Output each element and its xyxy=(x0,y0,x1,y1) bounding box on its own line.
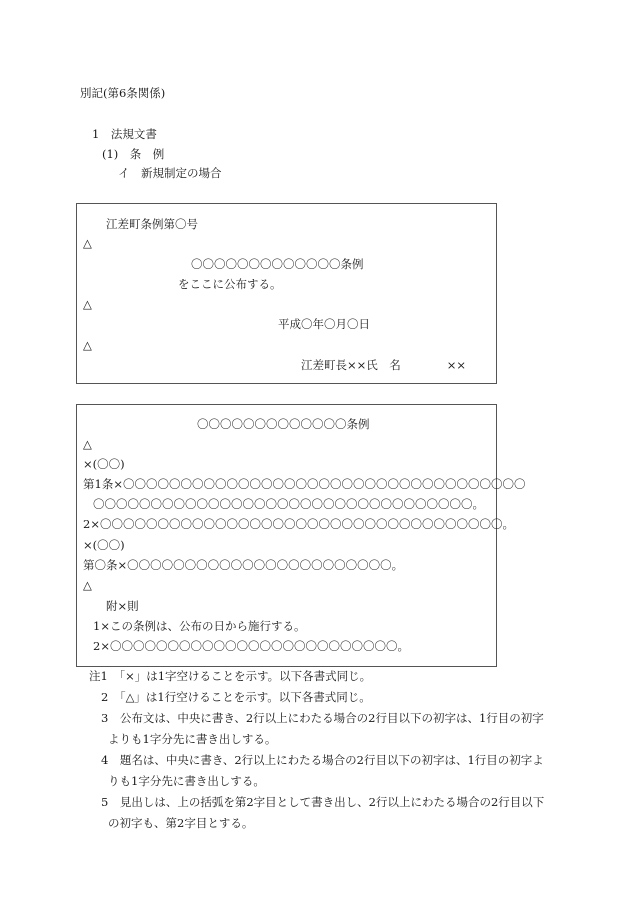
blank-line-marker: △ xyxy=(83,437,92,451)
supplementary-provisions-heading: 附×則 xyxy=(106,599,139,613)
note-5-line-1: 5 見出しは、上の括弧を第2字目として書き出し、2行以上にわたる場合の2行目以下 xyxy=(101,795,545,809)
blank-line-marker: △ xyxy=(83,578,92,592)
blank-line-marker: △ xyxy=(83,338,92,352)
article-caption: ×(〇〇) xyxy=(83,457,125,471)
note-2: 2 「△」は1行空けることを示す。以下各書式同じ。 xyxy=(101,690,371,704)
note-1: 注1 「×」は1字空けることを示す。以下各書式同じ。 xyxy=(89,669,372,683)
article-1-line-1: 第1条×〇〇〇〇〇〇〇〇〇〇〇〇〇〇〇〇〇〇〇〇〇〇〇〇〇〇〇〇〇〇〇〇〇〇〇 xyxy=(83,477,526,491)
blank-line-marker: △ xyxy=(83,297,92,311)
promulgation-text: をここに公布する。 xyxy=(178,277,282,291)
paragraph-2: 2×〇〇〇〇〇〇〇〇〇〇〇〇〇〇〇〇〇〇〇〇〇〇〇〇〇〇〇〇〇〇〇〇〇〇〇。 xyxy=(83,517,514,531)
mayor-signature-line: 江差町長××氏 名 ×× xyxy=(301,358,467,372)
document-title: 別記(第6条関係) xyxy=(80,86,166,100)
note-4-line-2: りも1字分先に書き出しする。 xyxy=(108,774,265,788)
item-heading: イ 新規制定の場合 xyxy=(118,166,222,180)
subsection-heading: (1) 条 例 xyxy=(102,147,165,161)
note-5-line-2: の初字も、第2字目とする。 xyxy=(108,816,254,830)
supplementary-item-2: 2×〇〇〇〇〇〇〇〇〇〇〇〇〇〇〇〇〇〇〇〇〇〇〇〇〇。 xyxy=(93,639,409,653)
article-caption: ×(〇〇) xyxy=(83,538,125,552)
note-3-line-1: 3 公布文は、中央に書き、2行以上にわたる場合の2行目以下の初字は、1行目の初字 xyxy=(101,711,544,725)
ordinance-name: 〇〇〇〇〇〇〇〇〇〇〇〇〇条例 xyxy=(197,417,370,431)
ordinance-name: 〇〇〇〇〇〇〇〇〇〇〇〇〇条例 xyxy=(191,257,364,271)
article-1-line-2: 〇〇〇〇〇〇〇〇〇〇〇〇〇〇〇〇〇〇〇〇〇〇〇〇〇〇〇〇〇〇〇〇〇。 xyxy=(93,497,484,511)
note-4-line-1: 4 題名は、中央に書き、2行以上にわたる場合の2行目以下の初字は、1行目の初字よ xyxy=(101,753,544,767)
ordinance-number: 江差町条例第〇号 xyxy=(106,217,198,231)
supplementary-item-1: 1×この条例は、公布の日から施行する。 xyxy=(93,619,306,633)
article-n: 第〇条×〇〇〇〇〇〇〇〇〇〇〇〇〇〇〇〇〇〇〇〇〇〇〇。 xyxy=(83,558,404,572)
promulgation-date: 平成〇年〇月〇日 xyxy=(278,317,370,331)
section-heading: 1 法規文書 xyxy=(92,127,157,141)
blank-line-marker: △ xyxy=(83,236,92,250)
note-3-line-2: よりも1字分先に書き出しする。 xyxy=(108,732,277,746)
